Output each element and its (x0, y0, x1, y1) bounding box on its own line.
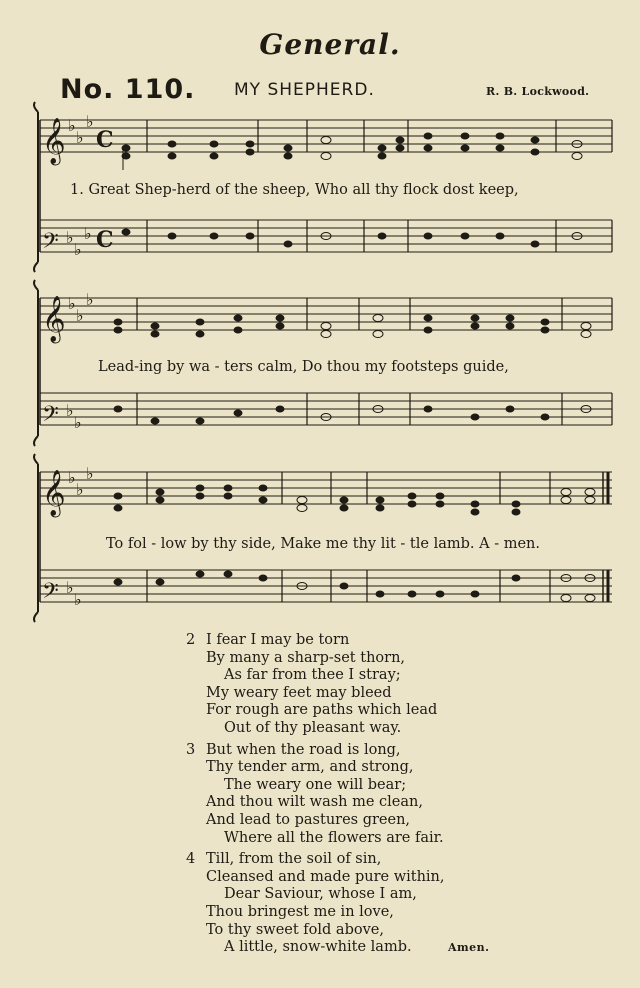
lyric-line-2: Lead-ing by wa - ters calm, Do thou my footsteps guide, (98, 359, 509, 375)
section-heading: General. (259, 28, 401, 61)
verse-line: Thy tender arm, and strong, (206, 759, 414, 776)
svg-text:♭: ♭ (68, 468, 76, 487)
stanza-number: 3 (186, 741, 196, 758)
verse-line: And thou wilt wash me clean, (206, 794, 423, 811)
svg-text:♭: ♭ (76, 128, 84, 147)
verse-line: Dear Saviour, whose I am, (224, 886, 417, 903)
verse-line: Cleansed and made pure within, (206, 868, 445, 885)
svg-text:♭: ♭ (68, 116, 76, 135)
verse-line: I fear I may be torn (206, 632, 350, 648)
svg-text:𝄞: 𝄞 (42, 470, 66, 516)
lyric-line-1: 1. Great Shep-herd of the sheep, Who all thy flock dost keep, (70, 182, 519, 198)
svg-text:♭: ♭ (76, 306, 84, 325)
verse-line: Thou bringest me in love, (206, 903, 394, 920)
svg-text:♭: ♭ (74, 590, 82, 609)
amen-ending: Amen. (448, 941, 490, 955)
hymn-author: R. B. Lockwood. (486, 85, 590, 98)
svg-text:♭: ♭ (84, 224, 92, 243)
verse-line: For rough are paths which lead (206, 702, 438, 719)
svg-text:♭: ♭ (66, 401, 74, 420)
svg-text:♭: ♭ (66, 228, 74, 247)
svg-text:𝄞: 𝄞 (42, 296, 66, 342)
stanza-3 (186, 742, 445, 848)
staff-system-1-bass (40, 220, 612, 252)
stanza-number: 2 (186, 632, 196, 648)
treble-clef-icon: 𝄞 (42, 118, 66, 164)
svg-text:♭: ♭ (76, 480, 84, 499)
verse-line: And lead to pastures green, (206, 811, 411, 828)
verse-line: As far from thee I stray; (224, 667, 401, 684)
svg-text:♭: ♭ (74, 413, 82, 432)
svg-text:C: C (96, 227, 114, 253)
svg-text:♭: ♭ (68, 294, 76, 313)
verse-line: The weary one will bear; (224, 776, 407, 793)
svg-text:♭: ♭ (66, 578, 74, 597)
svg-text:♭: ♭ (86, 112, 94, 131)
svg-text:♭: ♭ (74, 240, 82, 259)
verse-line: To thy sweet fold above, (206, 921, 384, 938)
hymn-number: No. 110. (60, 74, 196, 105)
stanza-2 (186, 632, 445, 738)
bass-clef-icon: 𝄢 (42, 229, 59, 259)
verse-line: Out of thy pleasant way. (224, 719, 402, 736)
svg-text:♭: ♭ (86, 290, 94, 309)
svg-text:𝄢: 𝄢 (42, 579, 59, 609)
verse-list (186, 632, 490, 961)
time-signature: C (96, 127, 114, 153)
lyric-line-3: To fol - low by thy side, Make me thy lit - tle lamb. A - men. (106, 536, 540, 552)
verse-line: Where all the flowers are fair. (224, 829, 444, 846)
svg-text:𝄢: 𝄢 (42, 402, 59, 432)
verse-line: But when the road is long, (206, 741, 401, 758)
stanza-number: 4 (186, 851, 196, 868)
verse-line: A little, snow-white lamb. (224, 939, 412, 956)
hymn-title: MY SHEPHERD. (234, 80, 375, 100)
verse-line: My weary feet may bleed (206, 684, 392, 701)
svg-text:♭: ♭ (86, 464, 94, 483)
verse-line: Till, from the soil of sin, (206, 851, 382, 868)
verse-line: By many a sharp-set thorn, (206, 649, 406, 666)
stanza-4 (186, 851, 490, 957)
